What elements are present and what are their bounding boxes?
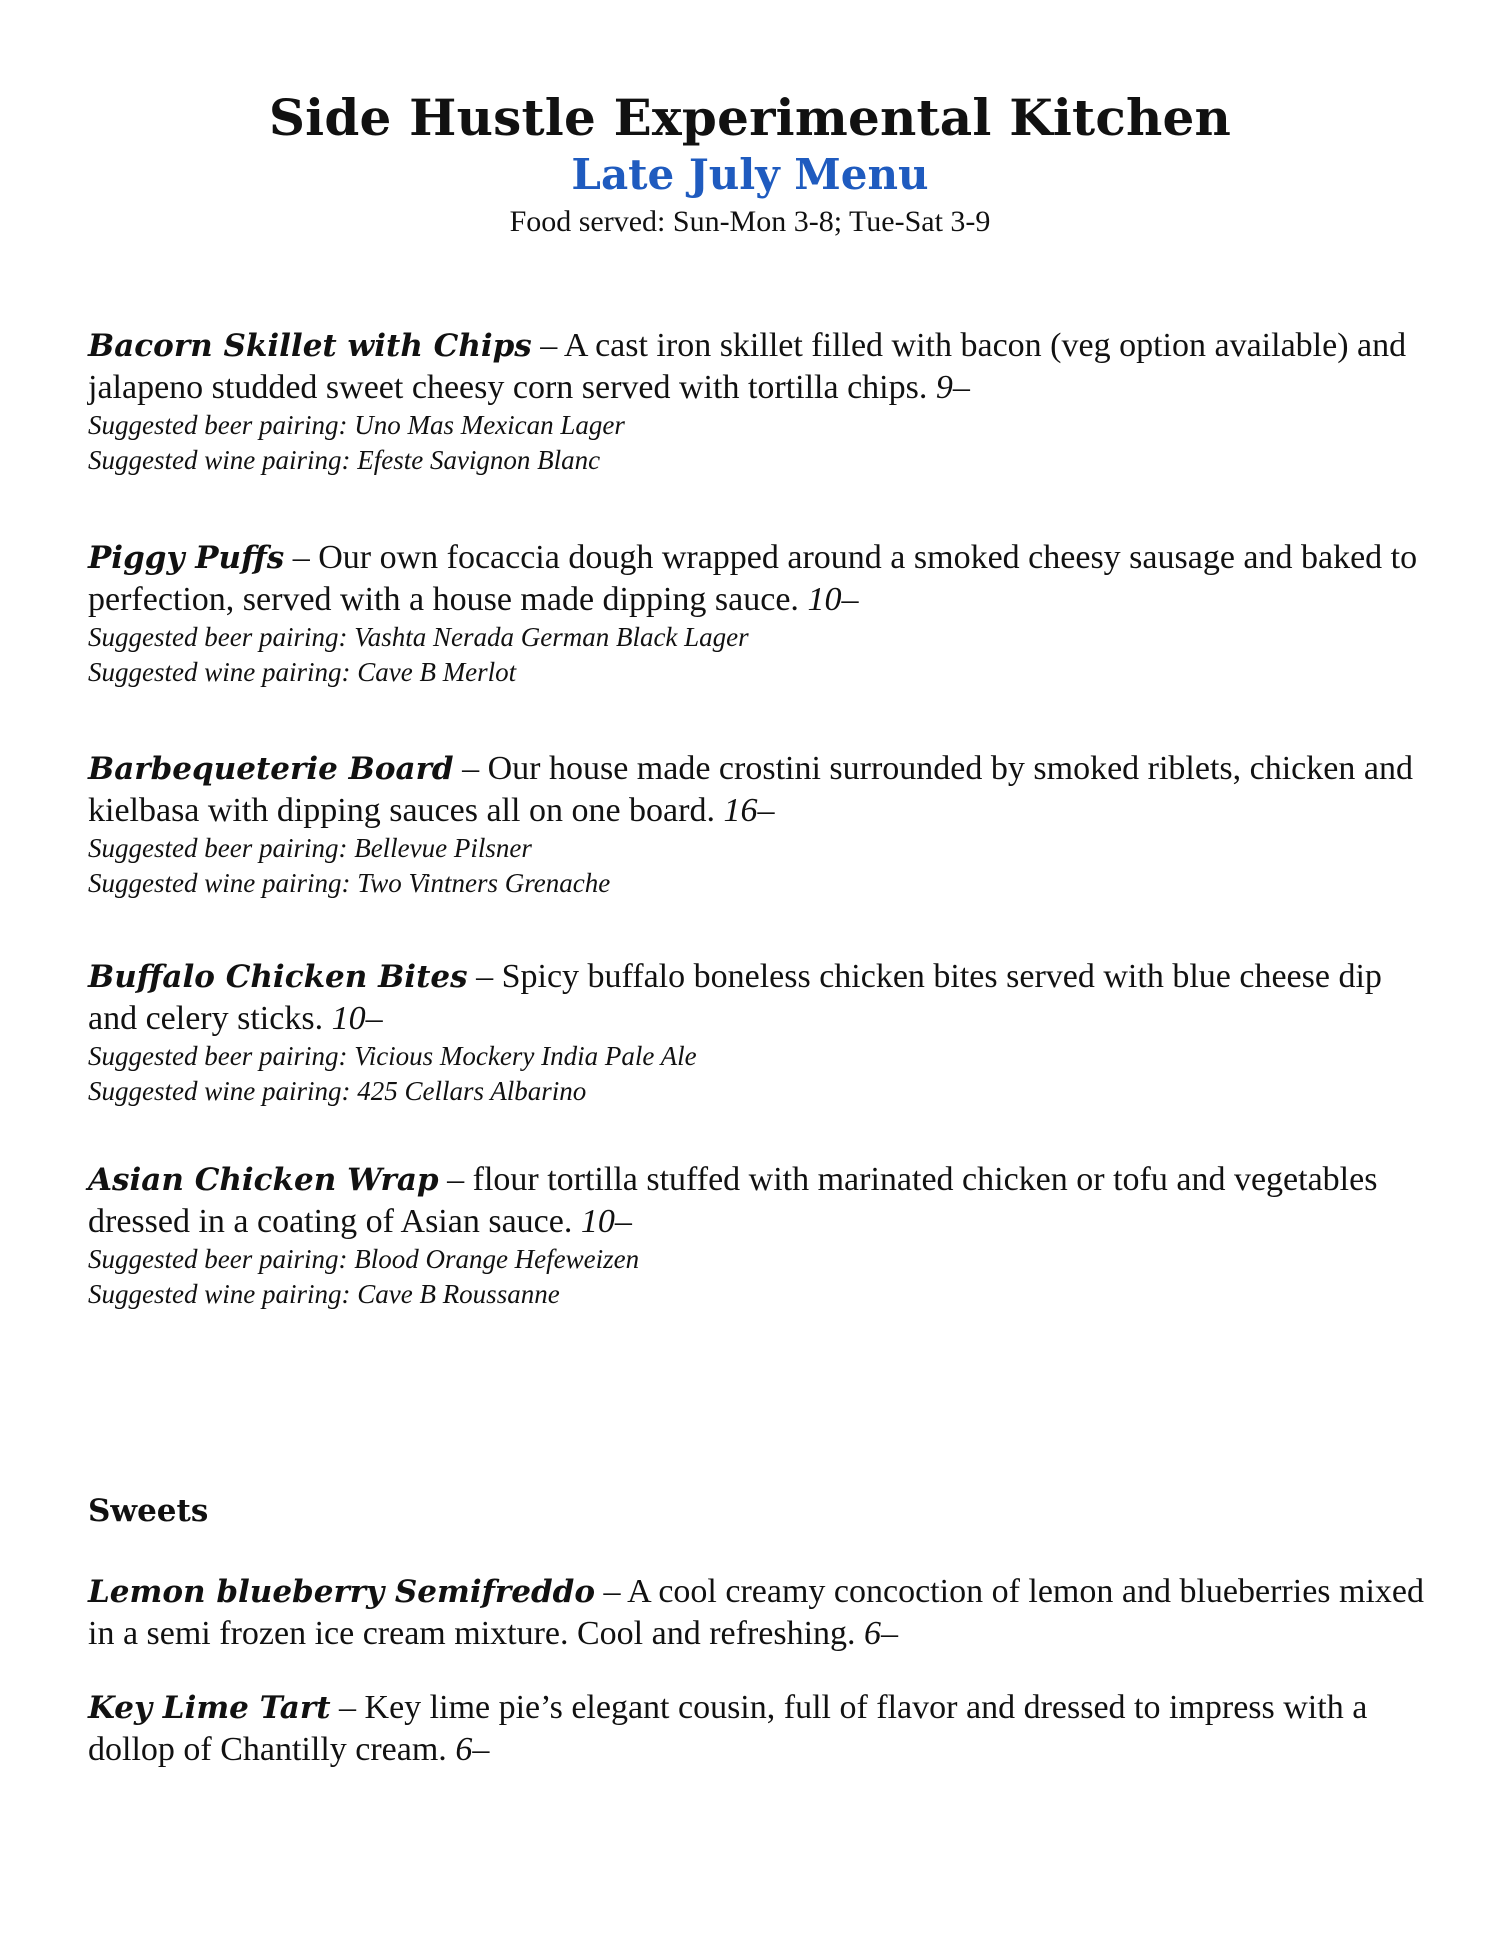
item-line xyxy=(88,1159,1428,1242)
serving-hours: Food served: Sun-Mon 3-8; Tue-Sat 3-9 xyxy=(509,205,991,238)
item-name: Bacorn Skillet with Chips xyxy=(88,328,532,364)
item-price: 10– xyxy=(807,581,859,618)
item-line xyxy=(88,956,1428,1039)
dessert-item xyxy=(88,1687,1428,1770)
wine-pairing: Suggested wine pairing: 425 Cellars Albarino xyxy=(88,1076,587,1106)
item-name: Key Lime Tart xyxy=(88,1690,331,1726)
item-line xyxy=(88,1687,1428,1770)
item-price: 10– xyxy=(331,1000,383,1037)
item-price: 10– xyxy=(580,1203,632,1240)
item-name: Barbequeterie Board xyxy=(88,751,454,787)
wine-pairing: Suggested wine pairing: Cave B Roussanne xyxy=(88,1279,560,1309)
item-name: Asian Chicken Wrap xyxy=(88,1162,439,1198)
wine-pairing: Suggested wine pairing: Cave B Merlot xyxy=(88,657,517,687)
beer-pairing: Suggested beer pairing: Uno Mas Mexican Lager xyxy=(88,410,625,440)
item-name: Buffalo Chicken Bites xyxy=(88,959,468,995)
beer-pairing: Suggested beer pairing: Vashta Nerada German Black Lager xyxy=(88,622,749,652)
menu-item xyxy=(88,956,1428,1109)
wine-pairing: Suggested wine pairing: Two Vintners Grenache xyxy=(88,868,611,898)
wine-pairing: Suggested wine pairing: Efeste Savignon Blanc xyxy=(88,445,601,475)
item-description: – Spicy buffalo boneless chicken bites served with blue cheese dip and celery sticks. xyxy=(88,958,1382,1037)
menu-item xyxy=(88,748,1428,901)
menu-item xyxy=(88,1159,1428,1312)
item-description: – Our own focaccia dough wrapped around a smoked cheesy sausage and baked to perfection, served with a house made dipping sauce. xyxy=(88,539,1418,618)
item-name: Lemon blueberry Semifreddo xyxy=(88,1574,596,1610)
item-line xyxy=(88,537,1428,620)
sweets-heading: Sweets xyxy=(88,1493,209,1529)
dessert-item xyxy=(88,1571,1428,1654)
menu-item xyxy=(88,537,1428,690)
beer-pairing: Suggested beer pairing: Vicious Mockery India Pale Ale xyxy=(88,1041,697,1071)
item-description: – A cool creamy concoction of lemon and blueberries mixed in a semi frozen ice cream mixture. Cool and refreshing. xyxy=(88,1573,1424,1652)
page-title: Side Hustle Experimental Kitchen xyxy=(268,88,1232,147)
item-description: – Our house made crostini surrounded by smoked riblets, chicken and kielbasa with dipping sauces all on one board. xyxy=(88,750,1413,829)
menu-item xyxy=(88,325,1428,478)
menu-subtitle: Late July Menu xyxy=(571,150,929,199)
item-line xyxy=(88,748,1428,831)
item-description: – Key lime pie’s elegant cousin, full of flavor and dressed to impress with a dollop of Chantilly cream. xyxy=(88,1689,1368,1768)
item-price: 9– xyxy=(935,369,970,406)
item-price: 6– xyxy=(455,1731,490,1768)
item-description: – A cast iron skillet filled with bacon (veg option available) and jalapeno studded sweet cheesy corn served with tortilla chips. xyxy=(88,327,1407,406)
beer-pairing: Suggested beer pairing: Blood Orange Hefeweizen xyxy=(88,1244,640,1274)
beer-pairing: Suggested beer pairing: Bellevue Pilsner xyxy=(88,833,532,863)
item-price: 16– xyxy=(723,792,775,829)
item-description: – flour tortilla stuffed with marinated chicken or tofu and vegetables dressed in a coating of Asian sauce. xyxy=(88,1161,1378,1240)
item-price: 6– xyxy=(864,1615,899,1652)
item-line xyxy=(88,325,1428,408)
item-name: Piggy Puffs xyxy=(88,540,285,576)
item-line xyxy=(88,1571,1428,1654)
